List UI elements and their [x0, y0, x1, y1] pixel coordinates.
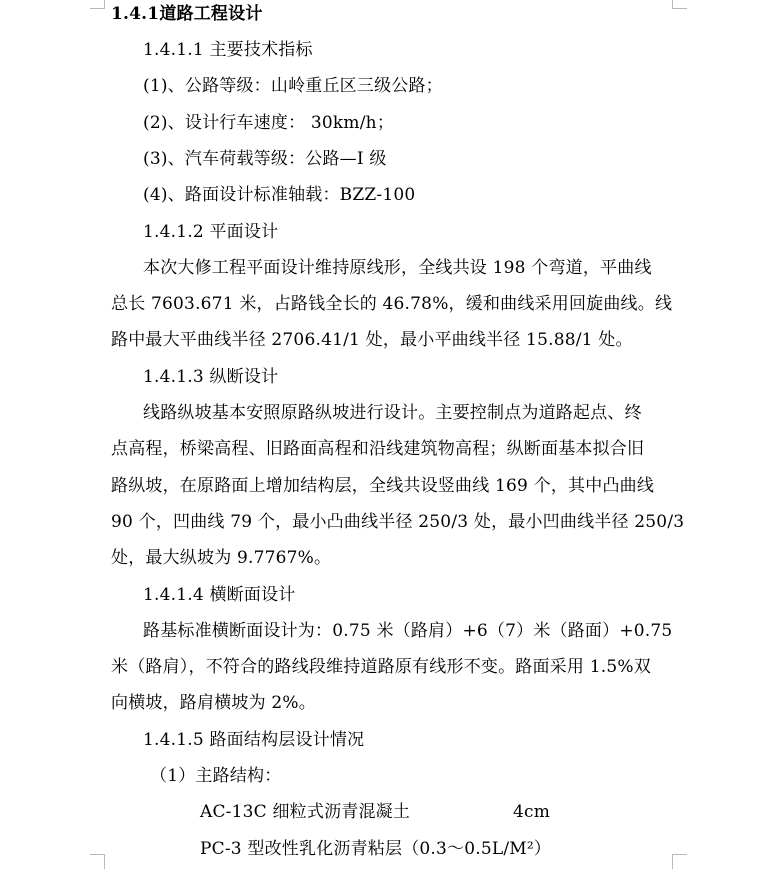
paragraph-line: 米（路肩），不符合的路线段维持道路原有线形不变。路面采用 1.5%双 [111, 657, 651, 677]
paragraph-line: 处，最大纵坡为 9.7767%。 [111, 548, 332, 568]
sublist-label: （1）主路结构： [150, 766, 282, 786]
paragraph-line: 总长 7603.671 米，占路钱全长的 46.78%，缓和曲线采用回旋曲线。线 [111, 294, 673, 314]
paragraph-line: 路纵坡，在原路面上增加结构层，全线共设竖曲线 169 个，其中凸曲线 [111, 476, 655, 496]
structure-layer-thickness: 4cm [513, 802, 551, 822]
paragraph-line: 线路纵坡基本安照原路纵坡进行设计。主要控制点为道路起点、终 [143, 403, 642, 423]
paragraph-line: 路基标准横断面设计为：0.75 米（路肩）+6（7）米（路面）+0.75 [143, 621, 673, 641]
paragraph-line: 向横坡，路肩横坡为 2%。 [111, 693, 316, 713]
subsection-title: 1.4.1.4 横断面设计 [143, 585, 296, 605]
paragraph-line: 点高程，桥梁高程、旧路面高程和沿线建筑物高程；纵断面基本拟合旧 [111, 439, 645, 459]
structure-layer-name: PC-3 型改性乳化沥青粘层（0.3～0.5L/M²） [200, 839, 552, 859]
structure-layer-name: AC-13C 细粒式沥青混凝土 [200, 802, 411, 822]
list-item: (2)、设计行车速度： 30km/h； [143, 113, 395, 133]
list-item: (4)、路面设计标准轴载：BZZ-100 [143, 185, 416, 205]
page-corner-mark [672, 0, 687, 9]
subsection-title: 1.4.1.1 主要技术指标 [143, 40, 313, 60]
subsection-title: 1.4.1.2 平面设计 [143, 222, 279, 242]
page-corner-mark [90, 0, 105, 9]
paragraph-line: 本次大修工程平面设计维持原线形，全线共设 198 个弯道，平曲线 [143, 258, 652, 278]
subsection-title: 1.4.1.3 纵断设计 [143, 367, 279, 387]
paragraph-line: 路中最大平曲线半径 2706.41/1 处，最小平曲线半径 15.88/1 处。 [111, 330, 633, 350]
paragraph-line: 90 个，凹曲线 79 个，最小凸曲线半径 250/3 处，最小凹曲线半径 250/3 [111, 512, 685, 532]
section-heading: 1.4.1道路工程设计 [111, 4, 263, 24]
subsection-title: 1.4.1.5 路面结构层设计情况 [143, 730, 365, 750]
list-item: (3)、汽车荷载等级：公路—I 级 [143, 149, 387, 169]
list-item: (1)、公路等级：山岭重丘区三级公路； [143, 76, 443, 96]
